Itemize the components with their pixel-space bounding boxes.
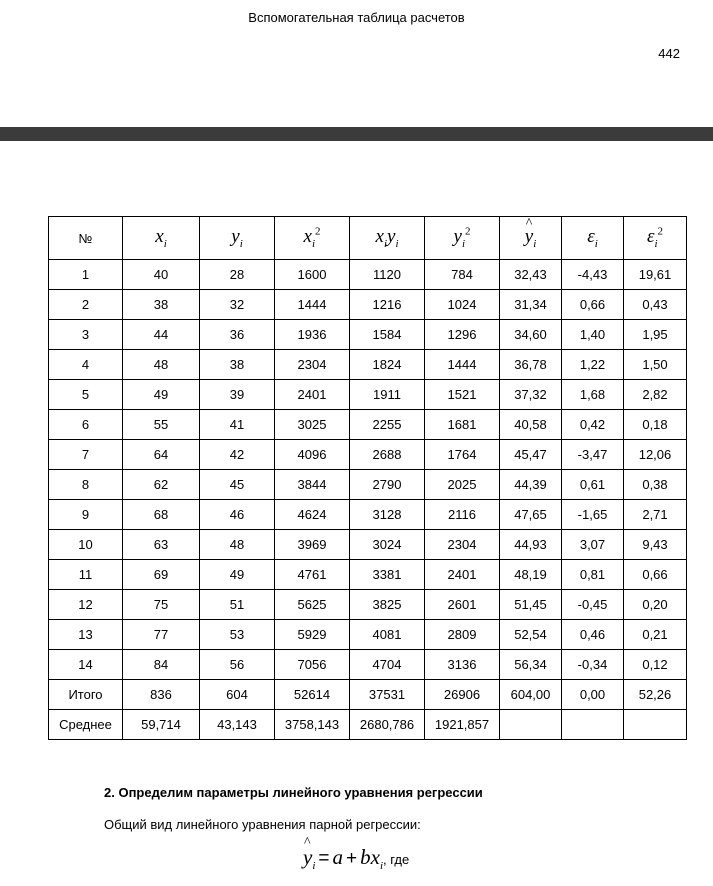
table-header-row: [49, 217, 687, 260]
table-cell: -0,45: [562, 590, 624, 620]
table-cell: 36,78: [500, 350, 562, 380]
table-cell: 2809: [425, 620, 500, 650]
table-cell: 42: [200, 440, 275, 470]
table-cell: 604,00: [500, 680, 562, 710]
table-cell: 0,18: [624, 410, 687, 440]
table-cell: 48,19: [500, 560, 562, 590]
table-cell: 784: [425, 260, 500, 290]
table-cell: 3758,143: [275, 710, 350, 740]
table-cell: 604: [200, 680, 275, 710]
table-cell: 1521: [425, 380, 500, 410]
table-cell: 1444: [275, 290, 350, 320]
table-cell: 48: [123, 350, 200, 380]
page-number: 442: [658, 46, 680, 61]
table-cell: 46: [200, 500, 275, 530]
table-cell: 55: [123, 410, 200, 440]
table-cell: 1600: [275, 260, 350, 290]
table-row: [49, 650, 687, 680]
table-cell: 1936: [275, 320, 350, 350]
table-cell: 69: [123, 560, 200, 590]
table-cell: 56,34: [500, 650, 562, 680]
table-cell: 13: [49, 620, 123, 650]
table-cell: 52,26: [624, 680, 687, 710]
table-body: [49, 260, 687, 740]
table-cell: 53: [200, 620, 275, 650]
table-cell: 2,71: [624, 500, 687, 530]
table-cell: 1681: [425, 410, 500, 440]
table-cell: 9,43: [624, 530, 687, 560]
table-cell: 63: [123, 530, 200, 560]
table-cell: Среднее: [49, 710, 123, 740]
table-cell: 1024: [425, 290, 500, 320]
calculation-table: [48, 216, 687, 740]
table-cell: 6: [49, 410, 123, 440]
table-cell: 2255: [350, 410, 425, 440]
table-cell: 10: [49, 530, 123, 560]
table-cell: 2116: [425, 500, 500, 530]
table-cell: 3024: [350, 530, 425, 560]
table-cell: 4761: [275, 560, 350, 590]
table-cell: 5929: [275, 620, 350, 650]
col-header-number: №: [49, 217, 123, 260]
table-cell: 49: [123, 380, 200, 410]
table-row: [49, 470, 687, 500]
table-cell: 62: [123, 470, 200, 500]
formula-suffix: , где: [383, 852, 410, 867]
table-row: [49, 440, 687, 470]
table-cell: 2601: [425, 590, 500, 620]
table-row: [49, 410, 687, 440]
table-cell: 4096: [275, 440, 350, 470]
table-cell: 64: [123, 440, 200, 470]
table-cell: [562, 710, 624, 740]
table-cell: 0,21: [624, 620, 687, 650]
table-cell: 59,714: [123, 710, 200, 740]
table-cell: 3: [49, 320, 123, 350]
table-cell: 2790: [350, 470, 425, 500]
table-cell: 5625: [275, 590, 350, 620]
col-header-epsilon: $\varepsilon_i$: [562, 217, 624, 260]
table-row: [49, 620, 687, 650]
table-cell: 3969: [275, 530, 350, 560]
table-cell: -1,65: [562, 500, 624, 530]
page-divider: [0, 127, 713, 141]
table-cell: 11: [49, 560, 123, 590]
table-cell: 12,06: [624, 440, 687, 470]
table-cell: 1444: [425, 350, 500, 380]
table-cell: 2304: [275, 350, 350, 380]
table-cell: 38: [200, 350, 275, 380]
page-header-title: Вспомогательная таблица расчетов: [248, 10, 465, 25]
table-cell: 0,20: [624, 590, 687, 620]
table-cell: 3,07: [562, 530, 624, 560]
table-cell: 45: [200, 470, 275, 500]
table-cell: 5: [49, 380, 123, 410]
col-header-x: $x_i$: [123, 217, 200, 260]
table-row: [49, 500, 687, 530]
table-cell: 34,60: [500, 320, 562, 350]
table-cell: 1,95: [624, 320, 687, 350]
table-cell: 3025: [275, 410, 350, 440]
table-cell: 75: [123, 590, 200, 620]
table-cell: 2680,786: [350, 710, 425, 740]
table-cell: [500, 710, 562, 740]
table-cell: 2: [49, 290, 123, 320]
table-cell: 2401: [425, 560, 500, 590]
table-cell: 3128: [350, 500, 425, 530]
table-cell: -4,43: [562, 260, 624, 290]
table-cell: 84: [123, 650, 200, 680]
table-cell: 0,43: [624, 290, 687, 320]
table-cell: 1,50: [624, 350, 687, 380]
table-cell: 48: [200, 530, 275, 560]
table-cell: -3,47: [562, 440, 624, 470]
table-row: [49, 380, 687, 410]
table-cell: 836: [123, 680, 200, 710]
table-cell: 0,66: [562, 290, 624, 320]
table-cell: 0,66: [624, 560, 687, 590]
table-cell: 32,43: [500, 260, 562, 290]
table-cell: 44,93: [500, 530, 562, 560]
table-cell: 2401: [275, 380, 350, 410]
table-cell: 77: [123, 620, 200, 650]
table-cell: 68: [123, 500, 200, 530]
table-cell: 0,00: [562, 680, 624, 710]
table-cell: 52614: [275, 680, 350, 710]
table-cell: 43,143: [200, 710, 275, 740]
table-cell: 2025: [425, 470, 500, 500]
table-row: [49, 590, 687, 620]
table-cell: 1120: [350, 260, 425, 290]
table-cell: 45,47: [500, 440, 562, 470]
table-cell: 0,12: [624, 650, 687, 680]
table-cell: 9: [49, 500, 123, 530]
table-cell: 4624: [275, 500, 350, 530]
table-row: [49, 530, 687, 560]
col-header-y-hat: ^ $y_i$: [500, 217, 562, 260]
table-total-row: [49, 680, 687, 710]
table-row: [49, 320, 687, 350]
table-mean-row: [49, 710, 687, 740]
table-row: [49, 350, 687, 380]
table-cell: 52,54: [500, 620, 562, 650]
table-cell: 0,42: [562, 410, 624, 440]
table-cell: 31,34: [500, 290, 562, 320]
col-header-y-squared: $y_i^2$: [425, 217, 500, 260]
regression-formula: ^ $y_i = a + bx_i$, где: [303, 845, 409, 872]
table-cell: 44: [123, 320, 200, 350]
table-cell: 4: [49, 350, 123, 380]
table-row: [49, 290, 687, 320]
table-cell: 1: [49, 260, 123, 290]
table-cell: 51: [200, 590, 275, 620]
table-cell: 2,82: [624, 380, 687, 410]
table-cell: 40,58: [500, 410, 562, 440]
table-cell: 26906: [425, 680, 500, 710]
table-cell: 4704: [350, 650, 425, 680]
table-cell: 3825: [350, 590, 425, 620]
table-cell: Итого: [49, 680, 123, 710]
table-cell: 1,68: [562, 380, 624, 410]
table-cell: 1,40: [562, 320, 624, 350]
section-heading: 2. Определим параметры линейного уравнения регрессии: [104, 785, 483, 800]
table-cell: 38: [123, 290, 200, 320]
table-cell: 1921,857: [425, 710, 500, 740]
table-cell: 8: [49, 470, 123, 500]
table-row: [49, 560, 687, 590]
table-cell: 36: [200, 320, 275, 350]
table-cell: 4081: [350, 620, 425, 650]
table-cell: 1824: [350, 350, 425, 380]
section-text: Общий вид линейного уравнения парной регрессии:: [104, 817, 421, 832]
table-cell: 3381: [350, 560, 425, 590]
table-cell: 49: [200, 560, 275, 590]
table-cell: 44,39: [500, 470, 562, 500]
table-cell: -0,34: [562, 650, 624, 680]
table-cell: 1764: [425, 440, 500, 470]
col-header-y: $y_i$: [200, 217, 275, 260]
table-cell: 32: [200, 290, 275, 320]
col-header-epsilon-squared: $\varepsilon_i^2$: [624, 217, 687, 260]
table-cell: 3844: [275, 470, 350, 500]
table-cell: 2688: [350, 440, 425, 470]
table-cell: 39: [200, 380, 275, 410]
table-cell: 1584: [350, 320, 425, 350]
table-cell: 51,45: [500, 590, 562, 620]
table-cell: 28: [200, 260, 275, 290]
table-cell: 0,81: [562, 560, 624, 590]
table-cell: 19,61: [624, 260, 687, 290]
table-cell: 1216: [350, 290, 425, 320]
table-cell: 1911: [350, 380, 425, 410]
table-cell: 41: [200, 410, 275, 440]
table-cell: 7: [49, 440, 123, 470]
table-cell: 0,38: [624, 470, 687, 500]
table-cell: 14: [49, 650, 123, 680]
table-row: [49, 260, 687, 290]
table-cell: 37531: [350, 680, 425, 710]
table-cell: 7056: [275, 650, 350, 680]
table-cell: 47,65: [500, 500, 562, 530]
col-header-x-squared: $x_i^2$: [275, 217, 350, 260]
table-cell: 37,32: [500, 380, 562, 410]
col-header-xy: $x_iy_i$: [350, 217, 425, 260]
table-cell: 56: [200, 650, 275, 680]
table-cell: 40: [123, 260, 200, 290]
table-cell: 0,46: [562, 620, 624, 650]
table-cell: 12: [49, 590, 123, 620]
table-cell: 1,22: [562, 350, 624, 380]
table-cell: 2304: [425, 530, 500, 560]
table-cell: 1296: [425, 320, 500, 350]
table-cell: 3136: [425, 650, 500, 680]
table-cell: 0,61: [562, 470, 624, 500]
table-cell: [624, 710, 687, 740]
